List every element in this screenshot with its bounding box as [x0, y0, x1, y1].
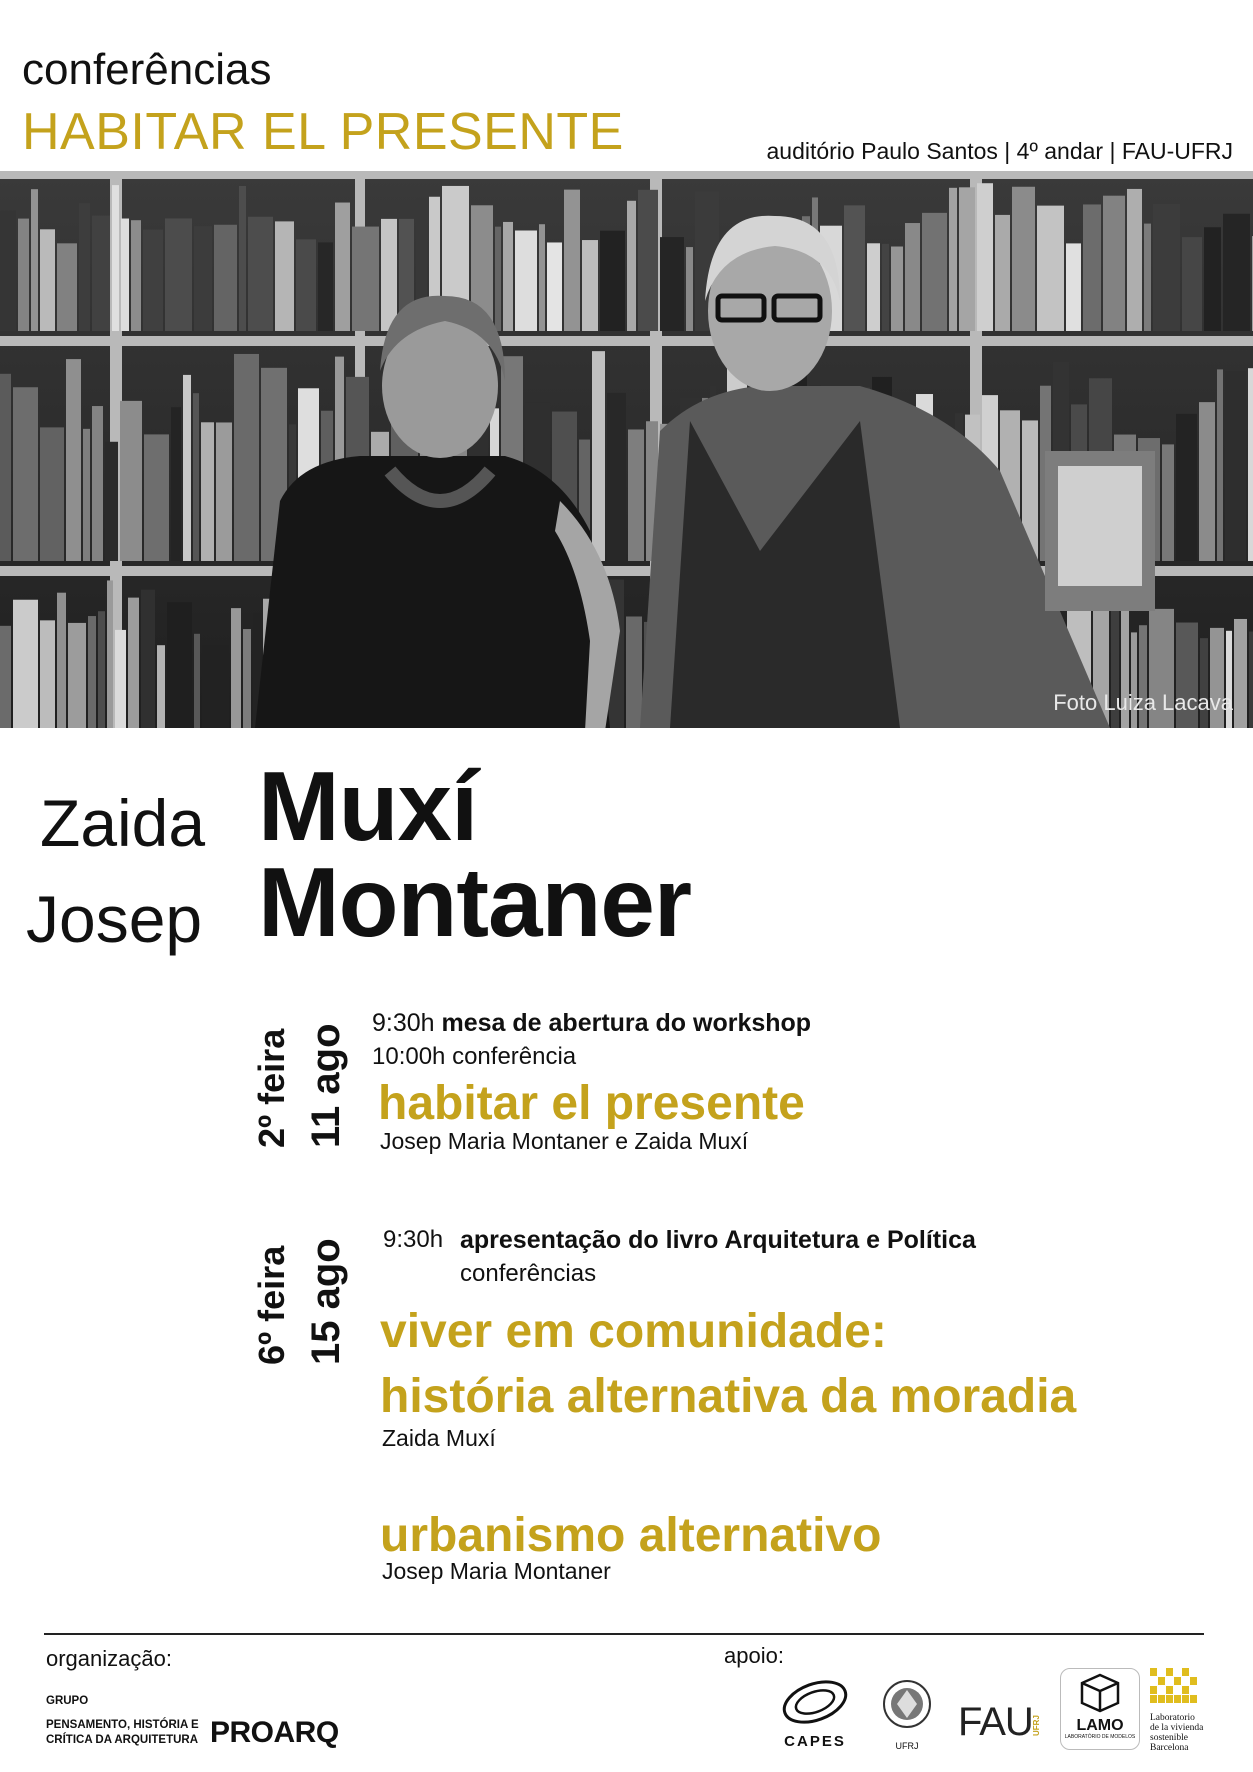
day2-weekday: 6º feira	[251, 1245, 292, 1365]
day1-talk-title: habitar el presente	[378, 1077, 805, 1130]
day2-talk1-title-line2: história alternativa da moradia	[380, 1370, 1077, 1423]
organization-label: organização:	[46, 1646, 172, 1671]
day1-talk-author: Josep Maria Montaner e Zaida Muxí	[380, 1128, 749, 1154]
day1-conference-line: 10:00h conferência	[372, 1043, 577, 1070]
yellow-grid-icon	[1150, 1668, 1210, 1708]
series-title: HABITAR EL PRESENTE	[22, 103, 624, 161]
day1-date: 11 ago	[304, 1023, 348, 1148]
grupo-line-3: CRÍTICA DA ARQUITETURA	[46, 1734, 199, 1746]
speaker-2-last-name: Montaner	[258, 847, 691, 957]
day1-weekday: 2º feira	[251, 1028, 292, 1148]
laboratorio-vivienda-logo	[1150, 1668, 1250, 1764]
lamo-text: LAMO	[1076, 1717, 1124, 1734]
speaker-2-first-name: Josep	[26, 882, 203, 956]
lab-line-1: Laboratorio	[1150, 1713, 1195, 1723]
fau-text: FAU	[958, 1700, 1033, 1744]
ufrj-crest-icon	[880, 1676, 934, 1736]
capes-text: CAPES	[784, 1733, 846, 1750]
day2-time: 9:30h	[383, 1226, 444, 1253]
day2-talk1-author: Zaida Muxí	[382, 1425, 496, 1451]
day2-talk2-title: urbanismo alternativo	[380, 1509, 882, 1562]
capes-emblem-icon	[778, 1676, 852, 1728]
capes-logo	[778, 1676, 852, 1756]
lamo-subtext: LABORATÓRIO DE MODELOS	[1064, 1734, 1136, 1740]
speaker-1-first-name: Zaida	[40, 786, 206, 860]
cube-icon	[1061, 1669, 1139, 1713]
speakers-photo	[0, 171, 1253, 728]
lab-line-3: sostenible	[1150, 1733, 1188, 1743]
venue-line: auditório Paulo Santos | 4º andar | FAU-UFRJ	[766, 138, 1233, 164]
day2-conferences-line: conferências	[460, 1260, 597, 1287]
speaker-1-last-name: Muxí	[258, 751, 478, 861]
lamo-logo	[1060, 1668, 1140, 1750]
day2-book-line: apresentação do livro Arquitetura e Política	[460, 1226, 976, 1254]
ufrj-text: UFRJ	[895, 1741, 919, 1751]
fau-logo	[958, 1700, 1048, 1750]
series-kicker: conferências	[22, 45, 272, 94]
proarq-logo: PROARQ	[210, 1716, 339, 1749]
support-label: apoio:	[724, 1643, 784, 1668]
day2-talk2-author: Josep Maria Montaner	[382, 1558, 611, 1584]
fau-ufrj-text: UFRJ	[1032, 1715, 1041, 1736]
photo-credit: Foto Luiza Lacava	[1053, 690, 1233, 715]
photo-illustration	[0, 171, 1253, 728]
day2-date: 15 ago	[304, 1238, 348, 1365]
lab-line-4: Barcelona	[1150, 1743, 1189, 1753]
grupo-label: GRUPO	[46, 1695, 89, 1707]
day2-talk1-title-line1: viver em comunidade:	[380, 1305, 887, 1358]
ufrj-logo	[880, 1676, 934, 1756]
footer-rule	[44, 1633, 1204, 1635]
day1-opening-line: 9:30h mesa de abertura do workshop	[372, 1009, 812, 1037]
grupo-line-2: PENSAMENTO, HISTÓRIA E	[46, 1719, 199, 1731]
lab-line-2: de la vivienda	[1150, 1723, 1204, 1733]
